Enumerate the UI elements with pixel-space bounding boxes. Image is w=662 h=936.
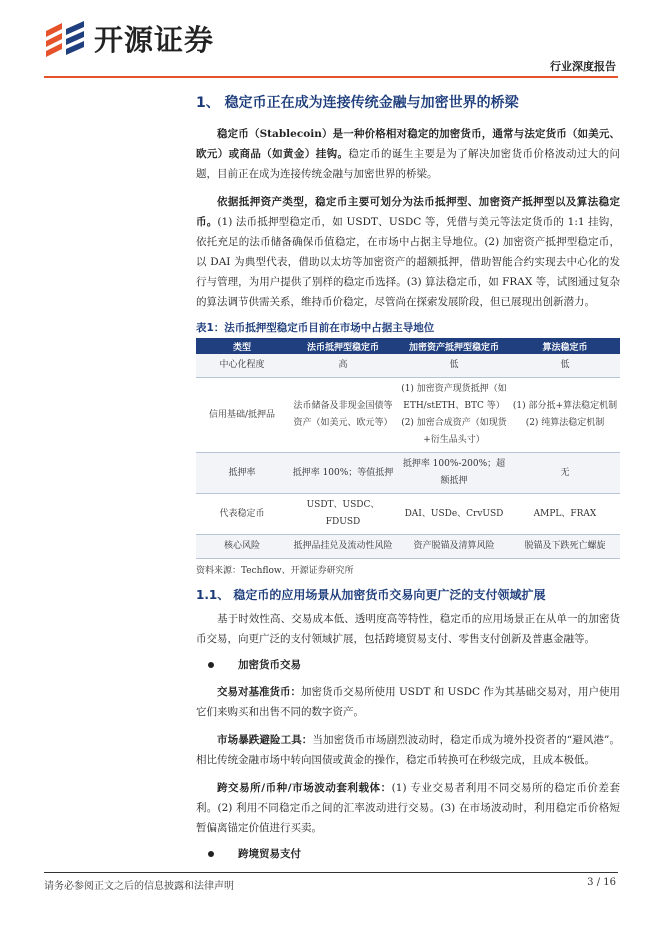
bold-lead: 市场暴跌避险工具： <box>217 734 313 746</box>
paragraph <box>196 124 620 184</box>
table-cell: 抵押品挂兑及流动性风险 <box>288 535 398 559</box>
table-header-cell: 类型 <box>196 338 288 354</box>
bullet-item <box>208 846 620 861</box>
table-row <box>196 453 620 494</box>
table-cell: 抵押率 <box>196 453 288 494</box>
bullet-icon <box>208 662 214 668</box>
page-number: 3 / 16 <box>587 877 616 888</box>
table-cell: 低 <box>398 354 510 378</box>
company-logo-icon <box>44 19 88 59</box>
table-cell: 抵押率 100%；等值抵押 <box>288 453 398 494</box>
table-header-row <box>196 338 620 354</box>
table-source: 资料来源：Techflow、开源证券研究所 <box>196 566 354 576</box>
table-cell: 信用基础/抵押品 <box>196 378 288 453</box>
table-cell: 无 <box>510 453 620 494</box>
table-row <box>196 535 620 559</box>
paragraph-text: (1) 法币抵押型稳定币，如 USDT、USDC 等，凭借与美元等法定货币的 1:1 挂钩，依托充足的法币储备确保币值稳定，在市场中占据主导地位。(2) 加密资产抵押型稳定币，以 DAI 为典型代表，借助以太坊等加密资产的超额抵押，借助智能合约实现去中心化的发行与管理，为用户提供了别样的稳定币选择。(3) 算法稳定币，如 FRAX 等，试图通过复杂的算法调节供需关系，维持币价稳定，尽管尚在探索发展阶段，但已展现出创新潜力。 <box>196 216 621 308</box>
bold-lead: 交易对基准货币： <box>217 686 302 698</box>
footer-divider <box>44 872 618 873</box>
bullet-label: 加密货币交易 <box>238 659 301 671</box>
header-divider <box>44 76 618 78</box>
table-cell: USDT、USDC、FDUSD <box>288 494 398 535</box>
table-header-cell: 算法稳定币 <box>510 338 620 354</box>
bold-lead: 稳定币（Stablecoin）是一种价格相对稳定的加密货币，通常与法定货币（如美元、欧元）或商品（如黄金）挂钩。 <box>196 128 620 160</box>
table-cell: 中心化程度 <box>196 354 288 378</box>
bullet-label: 跨境贸易支付 <box>238 848 301 860</box>
table-cell: 法币储备及非现金国债等资产（如美元、欧元等） <box>288 378 398 453</box>
table-cell: 脱锚及下跌死亡螺旋 <box>510 535 620 559</box>
table-cell: 核心风险 <box>196 535 288 559</box>
table-cell: DAI、USDe、CrvUSD <box>398 494 510 535</box>
company-name: 开源证券 <box>94 23 215 57</box>
bold-lead: 跨交易所/币种/市场波动套利载体： <box>217 782 392 794</box>
paragraph: 基于时效性高、交易成本低、透明度高等特性，稳定币的应用场景正在从单一的加密货币交易，向更广泛的支付领域扩展，包括跨境贸易支付、零售支付创新及普惠金融等。 <box>196 613 620 645</box>
section-1-1-title: 1.1、 稳定币的应用场景从加密货币交易向更广泛的支付领域扩展 <box>196 588 546 602</box>
bullet-item <box>208 657 620 672</box>
table-cell: AMPL、FRAX <box>510 494 620 535</box>
company-logo <box>44 18 214 59</box>
table-cell: (1) 加密资产现货抵押（如 ETH/stETH、BTC 等）(2) 加密合成资产（如现货+衍生品头寸） <box>398 378 510 453</box>
table-cell: 资产脱锚及清算风险 <box>398 535 510 559</box>
table-header-cell: 加密资产抵押型稳定币 <box>398 338 510 354</box>
paragraph <box>196 730 620 770</box>
bold-lead: 依据抵押资产类型，稳定币主要可划分为法币抵押型、加密资产抵押型以及算法稳定币。 <box>196 196 620 228</box>
table-cell: 低 <box>510 354 620 378</box>
table-header-cell: 法币抵押型稳定币 <box>288 338 398 354</box>
table-cell: (1) 部分抵+算法稳定机制 (2) 纯算法稳定机制 <box>510 378 620 453</box>
bullet-icon <box>208 851 214 857</box>
paragraph-text: (1) 专业交易者利用不同交易所的稳定币价差套利。(2) 利用不同稳定币之间的汇率波动进行交易。(3) 在市场波动时，利用稳定币价格短暂偏离锚定价值进行买卖。 <box>196 782 620 834</box>
paragraph <box>196 682 620 722</box>
table-cell: 抵押率 100%-200%；超额抵押 <box>398 453 510 494</box>
table-row <box>196 494 620 535</box>
table-cell: 高 <box>288 354 398 378</box>
paragraph <box>196 778 620 838</box>
paragraph-text: 加密货币交易所使用 USDT 和 USDC 作为其基础交易对，用户使用它们来购买和出售不同的数字资产。 <box>196 686 620 718</box>
table-row <box>196 378 620 453</box>
report-type: 行业深度报告 <box>550 60 616 73</box>
table-cell: 代表稳定币 <box>196 494 288 535</box>
paragraph <box>196 192 620 312</box>
stablecoin-comparison-table <box>196 338 620 559</box>
table-title: 表1：法币抵押型稳定币目前在市场中占据主导地位 <box>196 322 435 334</box>
paragraph-text: 稳定币的诞生主要是为了解决加密货币价格波动过大的问题，目前正在成为连接传统金融与加密世界的桥梁。 <box>196 148 621 180</box>
footer-disclaimer: 请务必参阅正文之后的信息披露和法律声明 <box>44 881 234 892</box>
section-1-title: 1、 稳定币正在成为连接传统金融与加密世界的桥梁 <box>196 95 519 111</box>
paragraph-text: 当加密货币市场剧烈波动时，稳定币成为境外投资者的“避风港”。相比传统金融市场中转向国债或黄金的操作，稳定币转换可在秒级完成，且成本极低。 <box>196 734 620 766</box>
main-content <box>196 90 620 871</box>
table-row <box>196 354 620 378</box>
